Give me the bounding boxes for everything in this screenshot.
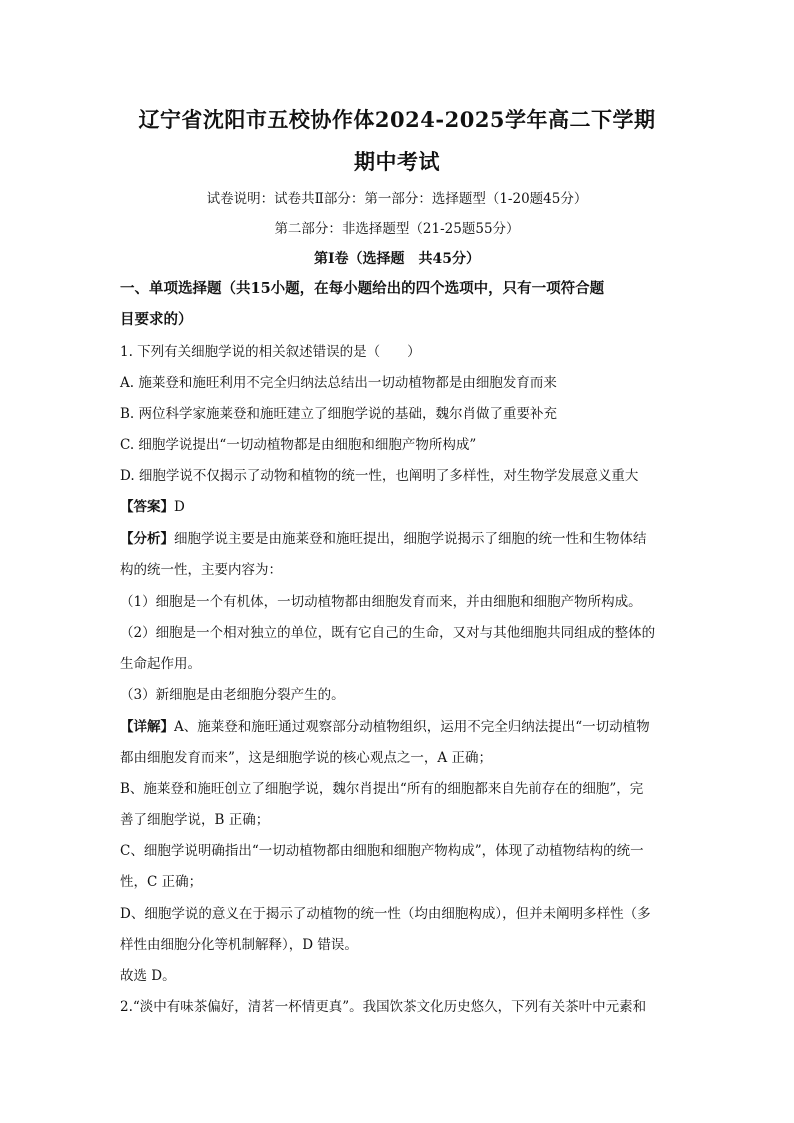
question-1-option-c: C. 细胞学说提出“一切动植物都是由细胞和细胞产物所构成” <box>120 437 477 453</box>
question-1-stem: 1. 下列有关细胞学说的相关叙述错误的是（ ） <box>120 344 421 360</box>
analysis-point-2-line-1: （2）细胞是一个相对独立的单位，既有它自己的生命，又对与其他细胞共同组成的整体的 <box>120 625 656 641</box>
answer-tag: 【答案】 <box>120 499 174 515</box>
title-line-2: 期中考试 <box>354 149 440 174</box>
instructions-line-1: 试卷说明：试卷共Ⅱ部分：第一部分：选择题型（1-20题45分） <box>206 191 588 207</box>
question-2-stem: 2.“淡中有味茶偏好，清茗一杯情更真”。我国饮茶文化历史悠久，下列有关茶叶中元素和 <box>120 999 647 1015</box>
analysis-line-1 <box>120 530 680 548</box>
conclusion: 故选 D。 <box>120 968 176 984</box>
title-line-1: 辽宁省沈阳市五校协作体2024-2025学年高二下学期 <box>138 107 656 132</box>
question-1-option-d: D. 细胞学说不仅揭示了动物和植物的统一性，也阐明了多样性，对生物学发展意义重大 <box>120 468 639 484</box>
part-heading: 第Ⅰ卷（选择题 共45分） <box>313 251 481 267</box>
answer-value: D <box>174 499 185 515</box>
detail-d-line-2: 样性由细胞分化等机制解释），D 错误。 <box>120 937 358 953</box>
section-heading-line-1: 一、单项选择题（共15小题，在每小题给出的四个选项中，只有一项符合题 <box>120 280 605 297</box>
section-heading-line-2: 目要求的） <box>120 311 193 328</box>
answer-line <box>120 498 680 516</box>
detail-c-line-1: C、细胞学说明确指出“一切动植物都由细胞和细胞产物构成”，体现了动植物结构的统一 <box>120 843 644 859</box>
detail-tag: 【详解】 <box>120 719 174 735</box>
analysis-tag: 【分析】 <box>120 531 174 547</box>
analysis-point-2-line-2: 生命起作用。 <box>120 656 201 672</box>
detail-b-line-2: 善了细胞学说，B 正确； <box>120 812 270 828</box>
detail-c-line-2: 性，C 正确； <box>120 874 203 890</box>
question-1-option-a: A. 施莱登和施旺利用不完全归纳法总结出一切动植物都是由细胞发育而来 <box>120 375 557 391</box>
analysis-point-3: （3）新细胞是由老细胞分裂产生的。 <box>120 687 345 703</box>
analysis-point-1: （1）细胞是一个有机体，一切动植物都由细胞发育而来，并由细胞和细胞产物所构成。 <box>120 594 642 610</box>
detail-a-text-1: A、施莱登和施旺通过观察部分动植物组织，运用不完全归纳法提出“一切动植物 <box>174 719 650 735</box>
detail-a-line-1 <box>120 718 680 736</box>
detail-a-line-2: 都由细胞发育而来”，这是细胞学说的核心观点之一，A 正确； <box>120 750 492 766</box>
analysis-line-2: 构的统一性，主要内容为： <box>120 562 282 578</box>
detail-d-line-1: D、细胞学说的意义在于揭示了动植物的统一性（均由细胞构成），但并未阐明多样性（多 <box>120 906 651 922</box>
question-1-option-b: B. 两位科学家施莱登和施旺建立了细胞学说的基础，魏尔肖做了重要补充 <box>120 406 558 422</box>
analysis-text-1: 细胞学说主要是由施莱登和施旺提出，细胞学说揭示了细胞的统一性和生物体结 <box>174 531 647 547</box>
detail-b-line-1: B、施莱登和施旺创立了细胞学说，魏尔肖提出“所有的细胞都来自先前存在的细胞”，完 <box>120 781 644 797</box>
instructions-line-2: 第二部分：非选择题型（21-25题55分） <box>274 221 520 237</box>
